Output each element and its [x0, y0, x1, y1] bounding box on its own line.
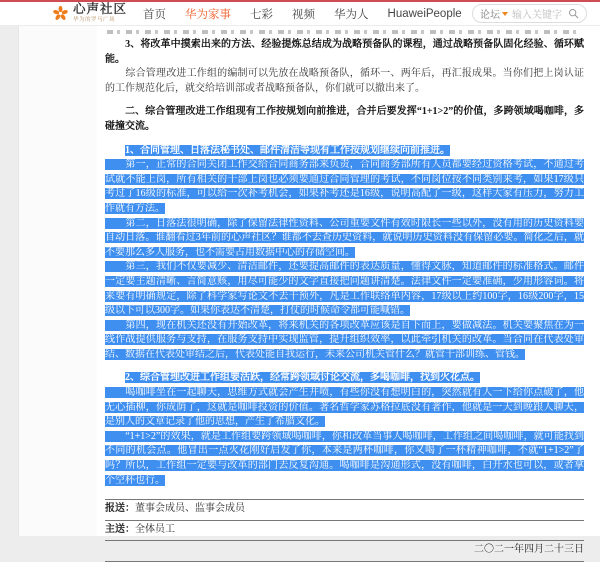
paragraph-indent	[105, 387, 125, 398]
site-navbar	[0, 2, 600, 26]
site-tagline: 华为的罗马广场	[73, 16, 115, 23]
document-paragraph	[105, 105, 584, 134]
menu-item-2[interactable]: 七彩	[250, 8, 274, 21]
menu-item-3[interactable]: 视频	[292, 8, 316, 21]
paragraph-text: 喝咖啡坐在一起聊天，思维方式就会产生井喷，有些你没有想明白的，突然就有人一下给你点破了，他无心插柳，你成荫了，这就是咖啡投资的价值。著名哲学家苏格拉底没有著作，他就是一天到晚跟人聊天，是别人的文章记录了他的思想，产生了希腊文化。	[105, 387, 585, 428]
document-paragraph	[105, 144, 584, 159]
page-body	[0, 26, 600, 556]
send-line	[105, 520, 584, 541]
paragraph-indent	[105, 320, 125, 331]
paragraph-indent	[105, 218, 125, 229]
menu-item-0[interactable]: 首页	[143, 8, 167, 21]
left-panel	[18, 26, 98, 536]
chevron-down-icon[interactable]	[502, 12, 508, 16]
xinsheng-flower-icon	[52, 5, 69, 22]
paragraph-text: 二、综合管理改进工作组现有工作按规划向前推进，合并后要发挥“1+1>2”的价值，多跨领域喝咖啡，多碰撞交流。	[105, 106, 584, 132]
document-paragraph	[105, 260, 584, 318]
paragraph-indent	[105, 106, 125, 117]
paragraph-text: 2、综合管理改进工作组要活跃，经常跨领域讨论交流，多喝咖啡，找到火花点。	[125, 372, 480, 384]
search-box[interactable]	[472, 4, 587, 23]
paragraph-indent	[105, 39, 125, 50]
clipped-text-line	[107, 30, 582, 34]
report-value: 董事会成员、监事会成员	[135, 503, 245, 515]
send-value: 全体员工	[135, 523, 175, 535]
search-category-dropdown[interactable]: 论坛	[480, 10, 500, 21]
report-label: 报送：	[105, 503, 135, 515]
paragraph-text: “1+1>2”的效果，就是工作组要跨领域喝咖啡，你和改革当事人喝咖啡，工作组之间喝咖啡，就可能找到不同的机会点。他冒出一点火花刚好启发了你，本来是两杯咖啡，你又喝了一杯精神咖啡，不就“1+1>2”了吗？所以，工作组一定要与改革的部门去反复沟通。喝咖啡是沟通形式，没有咖啡，白开水也可以，或者拿个空杯也行。	[105, 430, 585, 486]
document-paragraph	[105, 319, 584, 363]
document-paragraph	[105, 386, 584, 430]
paragraph-text: 3、将改革中摸索出来的方法、经验提炼总结成为战略预备队的课程，通过战略预备队固化经验、循环赋能。	[105, 39, 585, 65]
paragraph-indent	[105, 261, 125, 272]
paragraph-indent	[105, 431, 125, 442]
paragraph-text: 第三，我们不仅要减少、清洁邮件，还要提高邮件的表达质量，懂得文脉，知道邮件的标准格式。邮件一定要主题清晰、言简意赅，用尽可能少的文字直接把问题讲清楚。法律文件一定要准确，少用形容词。将来要有明确规定，除了科学家写论文不去干预外，凡是工作联络单内容，17级以上约100字，16级200字，15级以下可以300字。如果你表达不清楚，打仗的时候命令都可能喊错。	[105, 261, 585, 317]
paragraph-indent	[105, 68, 125, 79]
site-title: 心声社区	[73, 2, 128, 17]
report-line	[105, 499, 584, 520]
menu-item-5[interactable]: HuaweiPeople	[387, 7, 462, 20]
paragraph-indent	[105, 372, 125, 383]
paragraph-text: 第四，现在机关还没有开始改革，将来机关的各项改革应该是自下而上，要做减法。机关要聚焦在为一线作战提供服务与支持，在服务支持中实现监管，提升组织效率，以此牵引机关的改革。当合同在代表处审结、数据在代表处审结之后，代表处能自我运行，未来公司机关管什么？就管干部训练、管钱。	[105, 319, 585, 360]
document-paragraph	[105, 430, 584, 488]
menu-item-1[interactable]: 华为家事	[185, 8, 232, 21]
document-paragraph	[105, 158, 584, 216]
site-logo-text	[73, 3, 127, 24]
paragraph-text: 1、合同管理、日落法秘书处、邮件清洁等现有工作按规划继续向前推进。	[125, 144, 450, 156]
main-menu	[143, 6, 462, 22]
document-paragraph	[105, 371, 584, 386]
document-footer	[105, 499, 584, 562]
send-label: 主送：	[105, 523, 135, 535]
site-logo[interactable]	[52, 3, 127, 24]
search-input[interactable]: 输入关键字	[512, 10, 562, 21]
paragraph-text: 第一，正常的合同关闭工作交给合同商务部来负责，合同商务部所有人员都要经过资格考试，不通过考试就不能上岗，所有相关的干部上岗也必须要通过合同管理的考试，不同岗位按不同类别来考，如果17级只考过了16级的标准，可以给一次补考机会，如果补考还是16级，说明高配了一级，这样大家有压力，努力工作就有方法。	[105, 159, 585, 214]
paragraph-indent	[105, 145, 125, 156]
paragraph-text: 综合管理改进工作组的编制可以先放在战略预备队，循环一、两年后，再汇报成果。当你们把上岗认证的工作规范化后，就交给培训部或者战略预备队，你们就可以撤出来了。	[105, 68, 585, 94]
document-date: 二〇二一年四月二十三日	[105, 540, 584, 561]
document-paragraph	[105, 38, 584, 67]
search-icon[interactable]	[568, 8, 579, 19]
paragraph-text: 第二，日落法很明确，除了保留法律性资料、公司重要文件有效时限长一些以外，没有用的历史资料要自动日落。谁翻看过3年前的心声社区？谁都不去查历史资料，就说明历史资料没有保留必要。简化之后，就不要那么多人服务，也不需要占用数据中心的存储空间。	[105, 217, 585, 258]
document-body	[105, 38, 584, 488]
document-paragraph	[105, 67, 584, 96]
paragraph-indent	[105, 159, 125, 170]
document-area	[97, 26, 600, 556]
document-paragraph	[105, 217, 584, 261]
menu-item-4[interactable]: 华为人	[334, 8, 369, 21]
